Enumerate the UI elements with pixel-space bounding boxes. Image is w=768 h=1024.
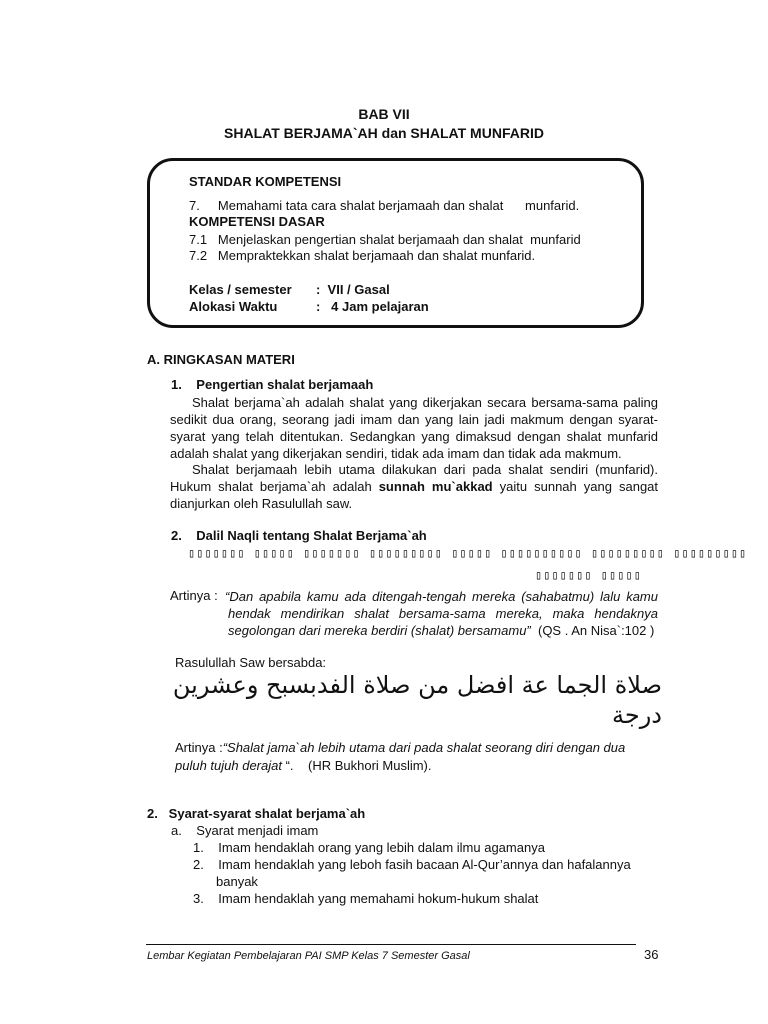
chapter-label: BAB VII <box>358 106 410 122</box>
section-2-heading: 2. Syarat-syarat shalat berjama`ah <box>147 806 366 821</box>
sub1-p2-tail: yaitu sunnah yang sangat dianjurkan oleh Rasulullah saw. <box>170 479 659 511</box>
kd-heading: KOMPETENSI DASAR <box>189 214 325 229</box>
kd-item-1: 7.1 Menjelaskan pengertian shalat berjamaah dan shalat munfarid <box>189 232 581 247</box>
artinya2-label: Artinya : <box>175 740 223 755</box>
footer-rule <box>146 944 636 945</box>
artinya-source: (QS . An Nisa`:102 ) <box>530 623 655 638</box>
sub1-heading: 1. Pengertian shalat berjamaah <box>171 377 374 392</box>
hadith-arabic: صلاة الجما عة افضل من صلاة الفدبسبح وعشرين درجة <box>172 671 662 729</box>
artinya2-translation <box>175 739 660 775</box>
kelas-value: : VII / Gasal <box>316 282 390 297</box>
sub2-heading: 2. Dalil Naqli tentang Shalat Berjama`ah <box>171 528 427 543</box>
quran-verse-glyph-line-1: ▯▯▯▯▯▯▯ ▯▯▯▯▯ ▯▯▯▯▯▯▯ ▯▯▯▯▯▯▯▯▯ ▯▯▯▯▯ ▯▯▯▯▯▯▯▯▯▯ ▯▯▯▯▯▯▯▯▯ ▯▯▯▯▯▯▯▯▯ <box>188 546 748 560</box>
artinya-quote: “Dan apabila kamu ada ditengah-tengah mereka (sahabatmu) lalu kamu hendak mendirikan shalat bersama-sama mereka, maka hendaknya segolongan dari mereka berdiri (shalat) bersamamu” <box>225 589 658 638</box>
artinya2-source: “. (HR Bukhori Muslim). <box>281 758 432 773</box>
alokasi-value: : 4 Jam pelajaran <box>316 299 429 314</box>
rasul-intro: Rasulullah Saw bersabda: <box>175 655 327 670</box>
sk-item: 7. Memahami tata cara shalat berjamaah dan shalat munfarid. <box>189 198 580 213</box>
quran-verse-glyph-line-2: ▯▯▯▯▯▯▯ ▯▯▯▯▯ <box>535 568 642 582</box>
artinya2-quote: “Shalat jama`ah lebih utama dari pada shalat seorang diri dengan dua puluh tujuh derajat <box>175 740 626 773</box>
sub1-paragraph-2 <box>170 461 658 512</box>
section-a-heading: A. RINGKASAN MATERI <box>147 352 295 367</box>
imam-req-3: 3. Imam hendaklah yang memahami hokum-hukum shalat <box>193 891 539 906</box>
sub1-paragraph-1: Shalat berjama`ah adalah shalat yang dikerjakan secara bersama-sama paling sedikit dua orang, seorang jadi imam dan yang lain jadi makmum dengan syarat-syarat yang telah ditentukan. Sedangkan yang dimaksud dengan shalat munfarid adalah shalat yang dikerjakan sendiri, tidak ada imam dan tidak ada makmum. <box>170 395 658 461</box>
imam-req-2: 2. Imam hendaklah yang leboh fasih bacaan Al-Qur’annya dan hafalannya <box>193 857 631 872</box>
kelas-label: Kelas / semester <box>189 282 292 297</box>
page-number: 36 <box>644 947 659 962</box>
artinya-translation <box>225 588 658 639</box>
page-title: SHALAT BERJAMA`AH dan SHALAT MUNFARID <box>224 125 544 141</box>
kd-item-2: 7.2 Mempraktekkan shalat berjamaah dan shalat munfarid. <box>189 248 536 263</box>
imam-req-2-cont: banyak <box>216 874 258 889</box>
artinya-label: Artinya : <box>170 588 218 603</box>
sunnah-muakkad: sunnah mu`akkad <box>378 479 493 494</box>
sub1-p2-text: Shalat berjamaah lebih utama dilakukan dari pada shalat sendiri (munfarid). Hukum shalat berjama`ah adalah <box>170 462 658 494</box>
footer-text: Lembar Kegiatan Pembelajaran PAI SMP Kelas 7 Semester Gasal <box>147 950 470 962</box>
alokasi-label: Alokasi Waktu <box>189 299 278 314</box>
sub-a-label: a. Syarat menjadi imam <box>171 823 319 838</box>
sk-heading: STANDAR KOMPETENSI <box>189 174 342 189</box>
imam-req-1: 1. Imam hendaklah orang yang lebih dalam ilmu agamanya <box>193 840 545 855</box>
